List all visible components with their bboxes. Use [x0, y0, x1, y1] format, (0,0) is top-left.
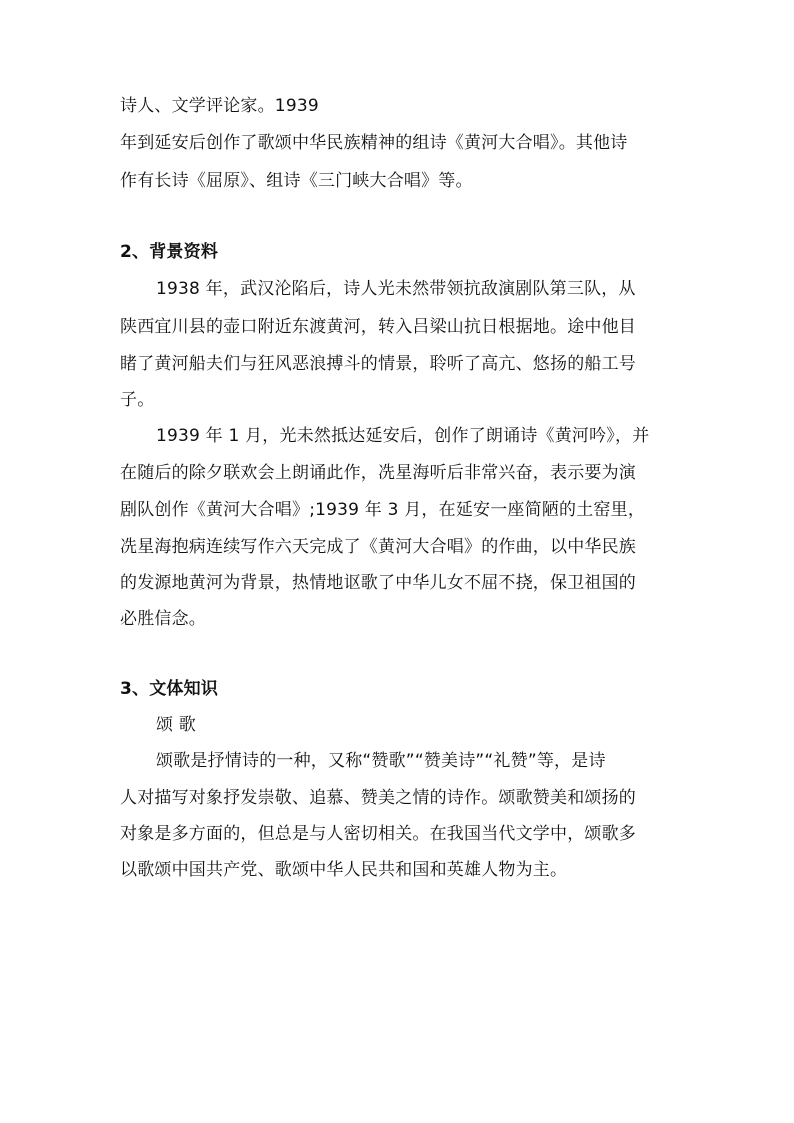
- paragraph-line: 冼星海抱病连续写作六天完成了《黄河大合唱》的作曲，以中华民族: [120, 537, 636, 557]
- subheading-ode: 颂 歌: [156, 715, 197, 735]
- paragraph-line: 对象是多方面的，但总是与人密切相关。在我国当代文学中，颂歌多: [120, 824, 636, 844]
- paragraph-line: 以歌颂中国共产党、歌颂中华人民共和国和英雄人物为主。: [120, 860, 568, 880]
- intro-line-1: 诗人、文学评论家。1939: [120, 96, 319, 116]
- paragraph-line: 颂歌是抒情诗的一种，又称“赞歌”“赞美诗”“礼赞”等，是诗: [156, 751, 606, 771]
- paragraph-line: 必胜信念。: [120, 609, 206, 629]
- paragraph-line: 睹了黄河船夫们与狂风恶浪搏斗的情景，聆听了高亢、悠扬的船工号: [120, 354, 636, 374]
- paragraph-line: 子。: [120, 390, 155, 410]
- paragraph-line: 1938 年，武汉沦陷后，诗人光未然带领抗敌演剧队第三队，从: [156, 279, 636, 299]
- paragraph-line: 人对描写对象抒发崇敬、追慕、赞美之情的诗作。颂歌赞美和颂扬的: [120, 788, 636, 808]
- section-heading-genre: 3、文体知识: [120, 679, 219, 699]
- paragraph-line: 1939 年 1 月，光未然抵达延安后，创作了朗诵诗《黄河吟》，并: [156, 426, 650, 446]
- intro-line-3: 作有长诗《屈原》、组诗《三门峡大合唱》等。: [120, 171, 473, 191]
- paragraph-line: 的发源地黄河为背景，热情地讴歌了中华儿女不屈不挠，保卫祖国的: [120, 573, 636, 593]
- paragraph-line: 在随后的除夕联欢会上朗诵此作，冼星海听后非常兴奋，表示要为演: [120, 463, 636, 483]
- intro-line-2: 年到延安后创作了歌颂中华民族精神的组诗《黄河大合唱》。其他诗: [120, 133, 628, 153]
- section-heading-background: 2、背景资料: [120, 242, 219, 262]
- paragraph-line: 剧队创作《黄河大合唱》;1939 年 3 月，在延安一座简陋的土窑里，: [120, 500, 646, 520]
- paragraph-line: 陕西宜川县的壶口附近东渡黄河，转入吕梁山抗日根据地。途中他目: [120, 317, 636, 337]
